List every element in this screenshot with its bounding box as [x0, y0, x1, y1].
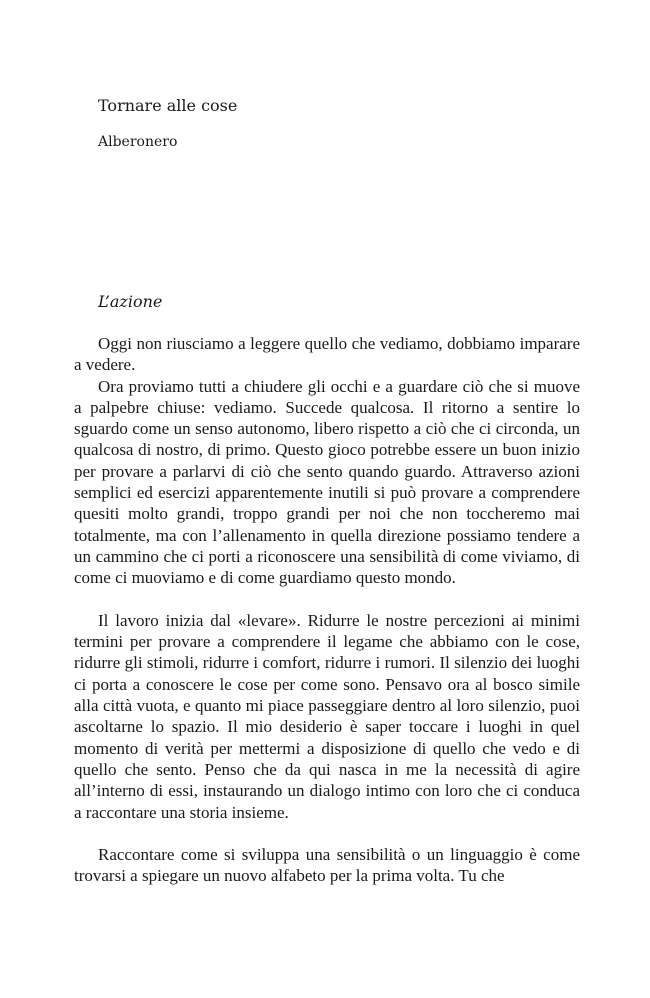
- paragraph: Oggi non riusciamo a leggere quello che vediamo, dobbiamo imparare a vedere.: [74, 334, 580, 375]
- author-name: Alberonero: [98, 134, 178, 150]
- paragraph: Il lavoro inizia dal «levare». Ridurre le nostre percezioni ai minimi termini per provare a comprendere il legame che abbiamo con le cose, ridurre gli stimoli, ridurre i comfort, ridurre i rumori. Il silenzio dei luoghi ci porta a conoscere le cose per come sono. Pensavo ora al bosco simile alla città vuota, e quanto mi piace passeggiare dentro al loro silenzio, puoi ascoltarne lo spazio. Il mio desiderio è saper toccare i luoghi in quel momento di verità per mettermi a disposizione di quello che vedo e di quello che sento. Penso che da qui nasca in me la necessità di agire all’interno di essi, instaurando un dialogo intimo con loro che ci conduca a raccontare una storia insieme.: [74, 610, 580, 822]
- section-heading: L’azione: [98, 292, 163, 311]
- book-title: Tornare alle cose: [98, 96, 238, 115]
- body-text: [74, 333, 580, 887]
- paragraph: Ora proviamo tutti a chiudere gli occhi e a guardare ciò che si muove a palpebre chiuse: vediamo. Succede qualcosa. Il ritorno a sentire lo sguardo come un senso autonomo, libero rispetto a ciò che ci circonda, un qualcosa di nostro, di primo. Questo gioco potrebbe essere un buon inizio per provare a parlarvi di ciò che sento quando guardo. Attraverso azioni semplici ed esercizi apparentemente inutili si può provare a comprendere quesiti molto grandi, troppo grandi per noi che non toccheremo mai totalmente, ma con l’allenamento in quella direzione possiamo tendere a un cammino che ci porti a riconoscere una sensibilità di come viviamo, di come ci muoviamo e di come guardiamo questo mondo.: [74, 376, 580, 588]
- paragraph: Raccontare come si sviluppa una sensibilità o un linguaggio è come trovarsi a spiegare un nuovo alfabeto per la prima volta. Tu che: [74, 845, 580, 886]
